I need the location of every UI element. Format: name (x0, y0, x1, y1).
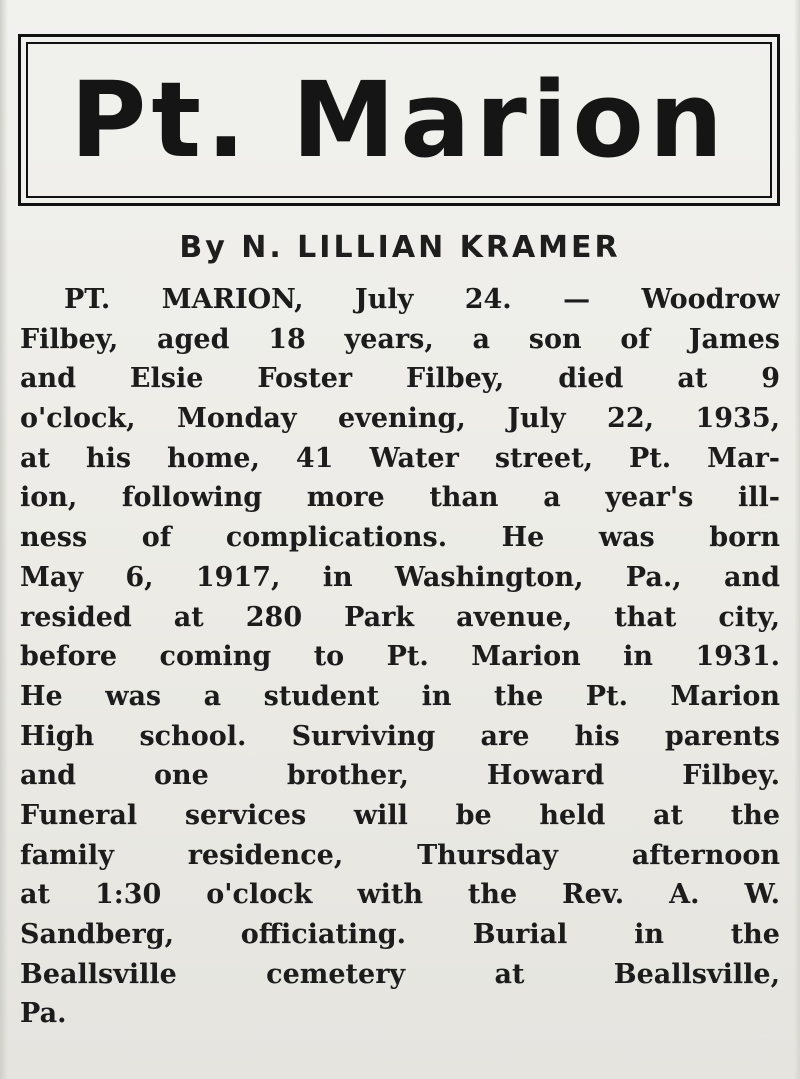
article-line: May 6, 1917, in Washington, Pa., and (20, 561, 780, 593)
headline-inner-frame (26, 42, 772, 198)
article-line: Filbey, aged 18 years, a son of James (20, 323, 780, 355)
headline: Pt. Marion (70, 59, 728, 181)
article-line: o'clock, Monday evening, July 22, 1935, (20, 403, 780, 435)
article-line: family residence, Thursday afternoon (20, 839, 780, 871)
article-line: before coming to Pt. Marion in 1931. (20, 641, 780, 673)
article-line: Beallsville cemetery at Beallsville, (20, 958, 780, 990)
article-line: Funeral services will be held at the (20, 799, 780, 831)
page-edge-right (794, 0, 800, 1079)
article-line: and Elsie Foster Filbey, died at 9 (20, 363, 780, 395)
article-line: Sandberg, officiating. Burial in the (20, 919, 780, 950)
headline-frame (18, 34, 780, 206)
article-body (20, 280, 780, 1034)
article-line: PT. MARION, July 24. — Woodrow (64, 284, 780, 315)
article-line: and one brother, Howard Filbey. (20, 760, 780, 792)
article-line: resided at 280 Park avenue, that city, (20, 601, 780, 633)
article-line: ion, following more than a year's ill- (20, 482, 780, 514)
byline: By N. LILLIAN KRAMER (179, 230, 621, 265)
article-line: at 1:30 o'clock with the Rev. A. W. (20, 879, 780, 911)
article-line: High school. Surviving are his parents (20, 720, 780, 752)
page-edge-left (0, 0, 8, 1079)
article-line: He was a student in the Pt. Marion (20, 680, 780, 712)
article-line: at his home, 41 Water street, Pt. Mar- (20, 442, 780, 474)
article-line: Pa. (20, 998, 67, 1030)
article-line: ness of complications. He was born (20, 522, 780, 554)
